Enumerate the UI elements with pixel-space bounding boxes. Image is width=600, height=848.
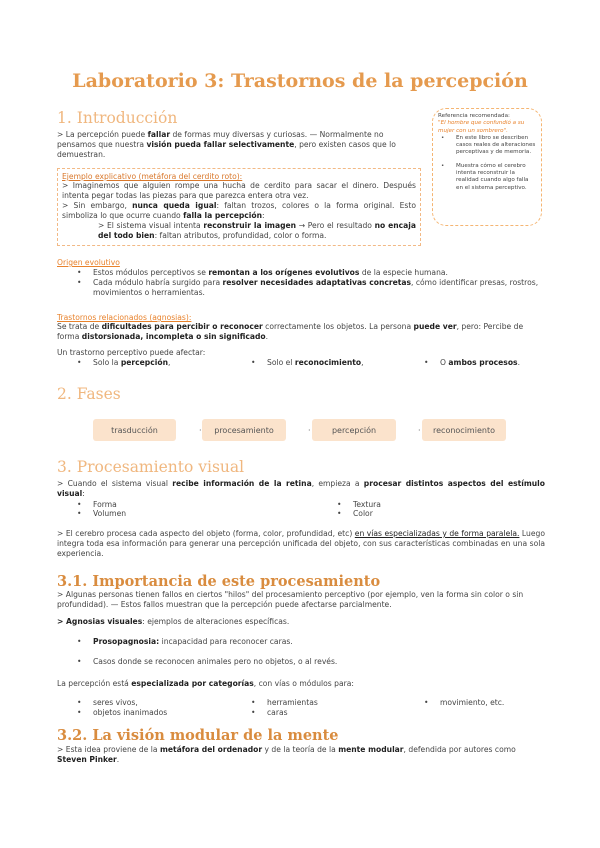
disorders-paragraph: Se trata de dificultades para percibir o reconocer correctamente los objetos. La persona puede ver, pero: Percibe de forma distorsionada, incompleta o sin significado. — [57, 322, 524, 341]
visual-intro: > Cuando el sistema visual recibe información de la retina, empieza a procesar distintos aspectos del estímulo visual: — [57, 479, 545, 498]
phase-percepcion: percepción — [312, 419, 396, 441]
agnosia-item-1: • Prosopagnosia: incapacidad para reconocer caras. — [77, 637, 293, 646]
bullet-icon: • — [77, 358, 82, 367]
phase-trasduccion: trasducción — [93, 419, 176, 441]
example-line-2: > Sin embargo, nunca queda igual: faltan trozos, colores o la forma original. Esto simboliza lo que ocurre cuando falla la percepción: — [62, 201, 417, 220]
intro-paragraph: > La percepción puede fallar de formas muy diversas y curiosas. — Normalmente no pensamos que nuestra visión pueda fallar selectivamente, pero existen casos que lo demuestran. — [57, 130, 396, 159]
affect-item-1: • Solo la percepción, — [77, 358, 171, 367]
agnosia-item-2: • Casos donde se reconocen animales pero no objetos, o al revés. — [77, 657, 338, 666]
aspect-forma: • Forma — [77, 500, 117, 509]
agnosias-line: > Agnosias visuales: ejemplos de alteraciones específicas. — [57, 617, 290, 626]
aspect-volumen: • Volumen — [77, 509, 127, 518]
list-item: • Estos módulos perceptivos se remontan a los orígenes evolutivos de la especie humana. — [77, 268, 448, 277]
page-title: Laboratorio 3: Trastornos de la percepción — [72, 70, 528, 92]
bullet-icon: • — [424, 358, 429, 367]
aspect-color: • Color — [337, 509, 373, 518]
categories-intro: La percepción está especializada por categorías, con vías o módulos para: — [57, 679, 354, 688]
reference-heading: Referencia recomendada: — [438, 113, 510, 119]
example-box — [57, 168, 421, 246]
origin-list — [77, 268, 543, 298]
example-line-3: > El sistema visual intenta reconstruir la imagen → Pero el resultado no encaja del todo bien: faltan atributos, profundidad, color o forma. — [98, 221, 416, 240]
bullet-icon: • — [251, 358, 256, 367]
category-item: • movimiento, etc. — [424, 698, 505, 707]
list-item: • Muestra cómo el cerebro intenta reconstruir la realidad cuando algo falla en el sistema perceptivo. — [441, 162, 529, 191]
section-heading-fases: 2. Fases — [57, 385, 121, 403]
recommended-reference-box — [432, 108, 542, 226]
affect-item-3: • O ambos procesos. — [424, 358, 520, 367]
section-heading-introduccion: 1. Introducción — [57, 109, 178, 127]
phase-separator: · — [418, 426, 421, 435]
section-heading-importancia: 3.1. Importancia de este procesamiento — [57, 573, 381, 590]
bullet-icon: • — [441, 134, 445, 141]
phase-separator: · — [308, 426, 311, 435]
category-item: • caras — [251, 708, 288, 717]
bullet-icon: • — [441, 162, 445, 169]
section-heading-vision-modular: 3.2. La visión modular de la mente — [57, 727, 339, 744]
example-line-1: > Imaginemos que alguien rompe una hucha de cerdito para sacar el dinero. Después intenta pegar todas las piezas para que parezca entera otra vez. — [62, 181, 416, 200]
affect-intro: Un trastorno perceptivo puede afectar: — [57, 348, 206, 357]
category-item: • objetos inanimados — [77, 708, 168, 717]
example-heading: Ejemplo explicativo (metáfora del cerdito roto): — [62, 172, 243, 181]
reference-quote: "El hombre que confundió a su mujer con un sombrero". — [438, 120, 525, 134]
disorders-heading: Trastornos relacionados (agnosias): — [57, 313, 192, 322]
importance-paragraph: > Algunas personas tienen fallos en ciertos "hilos" del procesamiento perceptivo (por ejemplo, ven la forma sin color o sin profundidad). — Estos fallos muestran que la percepción puede afectarse parcialmente. — [57, 590, 524, 609]
list-item: • En este libro se describen casos reales de alteraciones perceptivas y de memoria. — [441, 134, 536, 156]
list-item: • Cada módulo habría surgido para resolver necesidades adaptativas concretas, cómo identificar presas, rostros, movimientos o herramientas. — [77, 278, 539, 297]
parallel-paragraph: > El cerebro procesa cada aspecto del objeto (forma, color, profundidad, etc) en vías especializadas y de forma paralela. Luego integra toda esa información para generar una percepción unificada del objeto, con sus características combinadas en una sola experiencia. — [57, 529, 545, 558]
bullet-icon: • — [77, 268, 82, 277]
section-heading-procesamiento-visual: 3. Procesamiento visual — [57, 458, 245, 476]
phase-procesamiento: procesamiento — [202, 419, 286, 441]
origin-heading: Origen evolutivo — [57, 258, 120, 267]
phase-reconocimiento: reconocimiento — [422, 419, 506, 441]
modular-paragraph: > Esta idea proviene de la metáfora del ordenador y de la teoría de la mente modular, defendida por autores como Steven Pinker. — [57, 745, 516, 764]
affect-item-2: • Solo el reconocimiento, — [251, 358, 364, 367]
category-item: • seres vivos, — [77, 698, 138, 707]
aspect-textura: • Textura — [337, 500, 381, 509]
phase-separator: · — [199, 426, 202, 435]
bullet-icon: • — [77, 278, 82, 287]
category-item: • herramientas — [251, 698, 318, 707]
